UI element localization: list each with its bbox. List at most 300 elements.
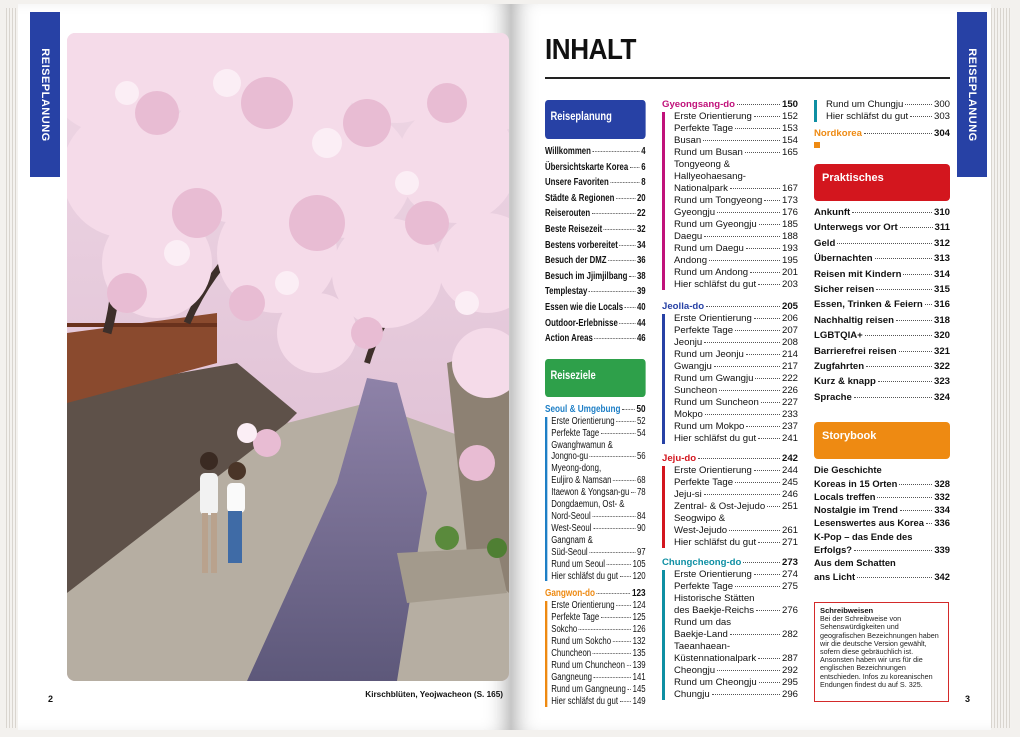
toc-entry bbox=[545, 206, 646, 222]
dot-leader bbox=[709, 260, 780, 261]
toc-entry-row bbox=[674, 243, 798, 255]
toc-entry bbox=[814, 313, 950, 328]
toc-entry-page: 217 bbox=[781, 361, 798, 372]
toc-entry bbox=[545, 253, 646, 269]
dot-leader bbox=[594, 338, 635, 339]
toc-entry-page: 34 bbox=[636, 239, 646, 251]
toc-entry-page: 303 bbox=[933, 111, 950, 122]
toc-entry-row bbox=[674, 313, 798, 325]
section-heading-page: 123 bbox=[631, 587, 646, 600]
toc-entry-row bbox=[674, 135, 798, 147]
toc-entry bbox=[674, 361, 798, 373]
toc-entry bbox=[814, 359, 950, 374]
toc-entry-row bbox=[551, 451, 645, 463]
toc-entry bbox=[674, 349, 798, 361]
dot-leader bbox=[619, 323, 635, 324]
toc-entry bbox=[551, 523, 645, 535]
toc-entry bbox=[551, 463, 645, 487]
toc-entry bbox=[814, 282, 950, 297]
dot-leader bbox=[900, 227, 933, 228]
dot-leader bbox=[629, 276, 635, 277]
toc-entry-text: Besuch im Jjimjilbang bbox=[545, 270, 628, 282]
section-items bbox=[662, 465, 798, 549]
toc-entry-page: 176 bbox=[781, 207, 798, 218]
toc-entry-row bbox=[545, 222, 646, 238]
toc-entry bbox=[814, 516, 950, 529]
toc-entry-line: Aus dem Schatten bbox=[814, 557, 896, 569]
dot-leader bbox=[604, 229, 636, 230]
toc-entry-line: Dongdaemun, Ost- & bbox=[551, 499, 625, 511]
toc-entry bbox=[814, 236, 950, 251]
toc-entry-line: Hallyeohaesang- bbox=[674, 171, 746, 182]
toc-entry-row bbox=[674, 195, 798, 207]
dot-leader bbox=[735, 482, 780, 483]
toc-entry bbox=[674, 409, 798, 421]
reiseplanung-list bbox=[545, 144, 646, 347]
toc-entry-text: Gwangju bbox=[674, 361, 712, 372]
toc-entry bbox=[814, 490, 950, 503]
toc-entry-page: 126 bbox=[632, 624, 646, 636]
toc-entry-page: 287 bbox=[781, 653, 798, 664]
dot-leader bbox=[735, 128, 780, 129]
toc-entry-text: Bestens vorbereitet bbox=[545, 239, 618, 251]
toc-entry-row bbox=[674, 231, 798, 243]
toc-entry-page: 332 bbox=[934, 490, 950, 502]
toc-entry-text: Templestay bbox=[545, 286, 588, 298]
toc-entry-page: 342 bbox=[934, 570, 950, 582]
toc-entry bbox=[551, 636, 645, 648]
dot-leader bbox=[758, 438, 780, 439]
dot-leader bbox=[876, 289, 932, 290]
left-page bbox=[18, 4, 511, 730]
toc-entry bbox=[674, 641, 798, 665]
toc-entry-text: Erste Orientierung bbox=[674, 569, 752, 580]
toc-entry-text: Perfekte Tage bbox=[674, 325, 734, 336]
toc-entry bbox=[674, 569, 798, 581]
toc-entry bbox=[674, 677, 798, 689]
toc-entry bbox=[814, 205, 950, 220]
dot-leader bbox=[592, 516, 635, 517]
toc-entry-text: Beste Reisezeit bbox=[545, 223, 603, 235]
toc-entry bbox=[814, 530, 950, 557]
toc-entry-row bbox=[551, 511, 645, 523]
toc-entry-text: Sicher reisen bbox=[814, 284, 875, 296]
toc-entry bbox=[814, 556, 950, 583]
dot-leader bbox=[616, 421, 635, 422]
toc-entry-text: Rund um Cheongju bbox=[674, 677, 757, 688]
toc-entry-page: 22 bbox=[636, 208, 646, 220]
toc-entry-text: Hier schläfst du gut bbox=[674, 433, 757, 444]
toc-entry-page: 193 bbox=[781, 243, 798, 254]
toc-entry-line: Seogwipo & bbox=[674, 513, 726, 524]
toc-entry-page: 135 bbox=[632, 648, 646, 660]
toc-entry bbox=[551, 559, 645, 571]
cherry-blossom-photo bbox=[67, 33, 509, 681]
toc-entry bbox=[674, 689, 798, 701]
toc-entry-text: Rund um Jeonju bbox=[674, 349, 744, 360]
toc-entry-text: Süd-Seoul bbox=[551, 546, 588, 558]
toc-entry-text: Barrierefrei reisen bbox=[814, 345, 897, 357]
dot-leader bbox=[608, 260, 635, 261]
toc-entry bbox=[814, 328, 950, 343]
toc-entry-row bbox=[674, 653, 798, 665]
section-heading bbox=[662, 301, 798, 313]
toc-entry bbox=[551, 696, 645, 708]
toc-entry bbox=[551, 499, 645, 523]
page-number-left: 2 bbox=[48, 694, 54, 704]
toc-entry-page: 275 bbox=[781, 581, 798, 592]
toc-entry bbox=[674, 477, 798, 489]
toc-entry-row bbox=[674, 581, 798, 593]
toc-entry-page: 124 bbox=[632, 600, 646, 612]
toc-entry-row bbox=[545, 300, 646, 316]
toc-entry-text: Rund um Chungju bbox=[826, 99, 904, 110]
toc-entry-row bbox=[674, 219, 798, 231]
dot-leader bbox=[767, 506, 780, 507]
toc-entry bbox=[674, 255, 798, 267]
dot-leader bbox=[854, 397, 932, 398]
toc-entry-page: 336 bbox=[934, 517, 950, 529]
dot-leader bbox=[601, 433, 636, 434]
toc-entry-text: Reisen mit Kindern bbox=[814, 268, 902, 280]
toc-entry-text: Kurz & knapp bbox=[814, 376, 876, 388]
reiseziele-header: Reiseziele bbox=[545, 359, 646, 397]
section-color-bar bbox=[545, 417, 547, 582]
toc-entry-row bbox=[674, 665, 798, 677]
dot-leader bbox=[703, 140, 780, 141]
toc-entry bbox=[551, 648, 645, 660]
toc-entry bbox=[545, 144, 646, 160]
section-heading-text: Jeolla-do bbox=[662, 301, 705, 312]
page-title: INHALT bbox=[545, 34, 637, 66]
toc-column-3 bbox=[814, 99, 950, 583]
toc-entry-row bbox=[551, 571, 645, 583]
section-color-bar bbox=[662, 112, 665, 290]
toc-entry-text: Daegu bbox=[674, 231, 703, 242]
dot-leader bbox=[759, 682, 780, 683]
toc-entry-text: Rund um Gwangju bbox=[674, 373, 754, 384]
toc-entry bbox=[674, 617, 798, 641]
dot-leader bbox=[759, 224, 780, 225]
toc-entry bbox=[551, 672, 645, 684]
toc-entry-row bbox=[551, 428, 645, 440]
toc-entry-row bbox=[674, 325, 798, 337]
toc-entry-page: 295 bbox=[781, 677, 798, 688]
toc-entry bbox=[674, 219, 798, 231]
dot-leader bbox=[761, 402, 780, 403]
dot-leader bbox=[877, 497, 932, 498]
dot-leader bbox=[729, 530, 780, 531]
toc-entry-page: 173 bbox=[781, 195, 798, 206]
toc-entry-row bbox=[545, 316, 646, 332]
toc-entry bbox=[814, 297, 950, 312]
toc-entry-text: Action Areas bbox=[545, 333, 593, 345]
toc-entry-row bbox=[545, 284, 646, 300]
toc-entry-page: 145 bbox=[632, 683, 646, 695]
toc-entry bbox=[551, 535, 645, 559]
dot-leader bbox=[896, 320, 932, 321]
toc-entry-row bbox=[674, 279, 798, 291]
toc-entry-page: 316 bbox=[933, 299, 950, 311]
dot-leader bbox=[704, 342, 780, 343]
dot-leader bbox=[601, 617, 631, 618]
dot-leader bbox=[590, 456, 636, 457]
dot-leader bbox=[619, 245, 635, 246]
dot-leader bbox=[616, 605, 631, 606]
toc-entry-text: Rund um Sokcho bbox=[551, 636, 612, 648]
toc-entry bbox=[674, 665, 798, 677]
toc-entry-row bbox=[674, 477, 798, 489]
toc-entry-row bbox=[551, 636, 645, 648]
toc-entry-text: Nationalpark bbox=[674, 183, 728, 194]
dot-leader bbox=[756, 610, 780, 611]
toc-entry bbox=[545, 160, 646, 176]
dot-leader bbox=[750, 272, 780, 273]
toc-entry bbox=[551, 624, 645, 636]
toc-entry-row bbox=[674, 569, 798, 581]
toc-entry-page: 203 bbox=[781, 279, 798, 290]
toc-entry-row bbox=[674, 525, 798, 537]
toc-entry bbox=[674, 397, 798, 409]
dot-leader bbox=[616, 198, 635, 199]
dot-leader bbox=[592, 151, 639, 152]
note-text: Bei der Schreibweise von Sehenswürdigkeiten und geografischen Bezeichnungen haben wir die deutsche Version gewählt, sofern diese gebräuchlich ist. Ansonsten haben wir uns für die englischen Bezeichnungen entschieden. Infos zu koreanischen Endungen findest du auf S. 325. bbox=[820, 614, 939, 689]
side-tab-label: REISEPLANUNG bbox=[966, 47, 978, 142]
toc-entry-page: 244 bbox=[781, 465, 798, 476]
toc-entry-text: Baekje-Land bbox=[674, 629, 728, 640]
toc-entry-row bbox=[674, 689, 798, 701]
dot-leader bbox=[698, 458, 780, 459]
toc-entry-page: 207 bbox=[781, 325, 798, 336]
dot-leader bbox=[746, 426, 780, 427]
toc-entry bbox=[674, 465, 798, 477]
section-heading-page: 205 bbox=[781, 301, 798, 312]
toc-entry-row bbox=[674, 267, 798, 279]
toc-entry bbox=[674, 195, 798, 207]
toc-entry-page: 322 bbox=[933, 361, 950, 373]
toc-entry-page: 90 bbox=[636, 522, 646, 534]
toc-entry-row bbox=[545, 206, 646, 222]
dot-leader bbox=[754, 318, 780, 319]
toc-entry-text: Hier schläfst du gut bbox=[674, 537, 757, 548]
toc-entry bbox=[551, 600, 645, 612]
toc-entry-text: Outdoor-Erlebnisse bbox=[545, 317, 618, 329]
toc-entry-page: 4 bbox=[641, 146, 646, 157]
section-heading-page: 50 bbox=[636, 402, 646, 415]
toc-entry-page: 84 bbox=[636, 510, 646, 522]
toc-entry-page: 237 bbox=[781, 421, 798, 432]
toc-entry-row bbox=[814, 543, 950, 556]
toc-entry-row bbox=[674, 361, 798, 373]
toc-entry-page: 251 bbox=[781, 501, 798, 512]
toc-entry-row bbox=[545, 160, 646, 176]
toc-entry-text: Gyeongju bbox=[674, 207, 716, 218]
toc-entry-page: 54 bbox=[636, 427, 646, 439]
dot-leader bbox=[866, 366, 932, 367]
toc-entry-page: 139 bbox=[632, 659, 646, 671]
toc-entry-text: Perfekte Tage bbox=[674, 123, 734, 134]
toc-entry-text: Erste Orientierung bbox=[551, 415, 615, 427]
dot-leader bbox=[593, 653, 631, 654]
toc-entry-row bbox=[674, 605, 798, 617]
dot-leader bbox=[754, 470, 780, 471]
section-heading-text: Jeju-do bbox=[662, 453, 697, 464]
toc-entry-text: Jongno-gu bbox=[551, 451, 589, 463]
toc-entry bbox=[551, 571, 645, 583]
toc-entry-page: 32 bbox=[636, 223, 646, 235]
toc-entry-page: 38 bbox=[636, 270, 646, 282]
toc-entry-row bbox=[814, 328, 950, 343]
toc-entry-page: 274 bbox=[781, 569, 798, 580]
toc-entry-text: Nachhaltig reisen bbox=[814, 314, 894, 326]
toc-entry-page: 141 bbox=[632, 671, 646, 683]
toc-entry-text: Geld bbox=[814, 237, 836, 249]
toc-entry-page: 320 bbox=[933, 330, 950, 342]
toc-entry-page: 152 bbox=[781, 111, 798, 122]
toc-entry-text: Suncheon bbox=[674, 385, 718, 396]
toc-entry bbox=[551, 440, 645, 464]
toc-entry-row bbox=[674, 111, 798, 123]
dot-leader bbox=[758, 284, 780, 285]
toc-entry bbox=[674, 373, 798, 385]
toc-entry bbox=[545, 191, 646, 207]
toc-entry bbox=[814, 374, 950, 389]
toc-entry bbox=[545, 222, 646, 238]
dot-leader bbox=[758, 542, 780, 543]
toc-entry-row bbox=[551, 672, 645, 684]
section-heading-text: Gyeongsang-do bbox=[662, 99, 736, 110]
dot-leader bbox=[754, 574, 780, 575]
toc-entry bbox=[674, 325, 798, 337]
dot-leader bbox=[746, 248, 780, 249]
toc-entry-page: 20 bbox=[636, 192, 646, 204]
section-heading-text: Nordkorea bbox=[814, 128, 862, 139]
toc-entry-text: Itaewon & Yongsan-gu bbox=[551, 487, 630, 499]
toc-entry-page: 246 bbox=[781, 489, 798, 500]
toc-entry-page: 8 bbox=[641, 177, 646, 189]
toc-entry-row bbox=[814, 282, 950, 297]
section-color-bar bbox=[545, 601, 547, 706]
toc-entry-page: 78 bbox=[636, 487, 646, 499]
toc-entry-text: Hier schläfst du gut bbox=[551, 695, 619, 707]
toc-entry bbox=[674, 337, 798, 349]
dot-leader bbox=[717, 670, 780, 671]
toc-entry-page: 310 bbox=[933, 207, 950, 218]
dot-leader bbox=[620, 576, 631, 577]
dot-leader bbox=[754, 116, 780, 117]
toc-entry-line: Myeong-dong, bbox=[551, 463, 602, 475]
toc-entry-page: 314 bbox=[933, 268, 950, 280]
section-heading-text: Seoul & Umgebung bbox=[545, 402, 621, 415]
toc-entry-row bbox=[814, 220, 950, 235]
toc-entry-page: 56 bbox=[636, 451, 646, 463]
toc-entry-text: Erste Orientierung bbox=[674, 111, 752, 122]
toc-entry-row bbox=[551, 612, 645, 624]
dot-leader bbox=[620, 701, 631, 702]
dot-leader bbox=[899, 351, 932, 352]
toc-section bbox=[545, 402, 646, 583]
toc-entry-row bbox=[814, 236, 950, 251]
toc-entry bbox=[674, 433, 798, 445]
toc-entry-row bbox=[814, 477, 950, 490]
toc-entry-row bbox=[674, 373, 798, 385]
toc-entry-row bbox=[551, 624, 645, 636]
dot-leader bbox=[745, 152, 780, 153]
toc-entry bbox=[814, 503, 950, 516]
toc-entry-page: 167 bbox=[781, 183, 798, 194]
toc-entry-text: Übernachten bbox=[814, 253, 873, 265]
dot-leader bbox=[837, 243, 932, 244]
toc-entry-page: 324 bbox=[933, 391, 950, 403]
toc-entry-row bbox=[674, 123, 798, 135]
storybook-list bbox=[814, 463, 950, 583]
toc-entry-text: Rund um Chuncheon bbox=[551, 659, 625, 671]
dot-leader bbox=[704, 494, 780, 495]
toc-entry-row bbox=[545, 191, 646, 207]
dot-leader bbox=[627, 689, 631, 690]
toc-entry-row bbox=[674, 183, 798, 195]
toc-entry bbox=[545, 238, 646, 254]
toc-entry-row bbox=[814, 374, 950, 389]
toc-entry-row bbox=[674, 409, 798, 421]
section-heading-page: 242 bbox=[781, 453, 798, 464]
toc-column-2 bbox=[662, 99, 798, 701]
toc-entry-text: Willkommen bbox=[545, 146, 591, 157]
praktisches-header: Praktisches bbox=[814, 164, 950, 201]
title-rule bbox=[545, 77, 950, 79]
right-page bbox=[511, 4, 991, 730]
toc-entry-page: 165 bbox=[781, 147, 798, 158]
toc-entry-text: Ankunft bbox=[814, 207, 851, 218]
toc-entry-page: 40 bbox=[636, 301, 646, 313]
toc-entry-text: Hier schläfst du gut bbox=[551, 570, 619, 582]
section-heading-page: 150 bbox=[781, 99, 798, 110]
toc-entry-page: 214 bbox=[781, 349, 798, 360]
toc-entry-text: Rund um Busan bbox=[674, 147, 743, 158]
toc-entry-text: Andong bbox=[674, 255, 708, 266]
toc-entry bbox=[814, 463, 950, 490]
dot-leader bbox=[592, 213, 636, 214]
toc-entry-text: Küstennationalpark bbox=[674, 653, 757, 664]
toc-entry-row bbox=[551, 660, 645, 672]
toc-entry-text: Lesenswertes aus Korea bbox=[814, 517, 924, 529]
reiseplanung-header: Reiseplanung bbox=[545, 100, 646, 139]
dot-leader bbox=[593, 528, 635, 529]
toc-entry-text: Zentral- & Ost-Jejudo bbox=[674, 501, 766, 512]
toc-entry-page: 321 bbox=[933, 345, 950, 357]
dot-leader bbox=[746, 354, 780, 355]
toc-entry-row bbox=[674, 489, 798, 501]
toc-entry-page: 46 bbox=[636, 333, 646, 345]
page-edges-left bbox=[6, 8, 18, 728]
page-number-right: 3 bbox=[965, 694, 971, 704]
toc-entry-row bbox=[814, 490, 950, 503]
toc-entry bbox=[551, 487, 645, 499]
toc-entry-row bbox=[814, 251, 950, 266]
toc-entry bbox=[674, 489, 798, 501]
toc-entry-text: Unsere Favoriten bbox=[545, 177, 609, 189]
toc-entry-text: Übersichtskarte Korea bbox=[545, 161, 629, 173]
section-items bbox=[545, 600, 646, 707]
nordkorea-color-mark bbox=[814, 142, 820, 148]
toc-entry-row bbox=[674, 677, 798, 689]
toc-entry-row bbox=[551, 684, 645, 696]
dot-leader bbox=[737, 104, 780, 105]
toc-entry-row bbox=[551, 547, 645, 559]
toc-entry bbox=[551, 428, 645, 440]
dot-leader bbox=[854, 550, 932, 551]
toc-entry-page: 36 bbox=[636, 255, 646, 267]
